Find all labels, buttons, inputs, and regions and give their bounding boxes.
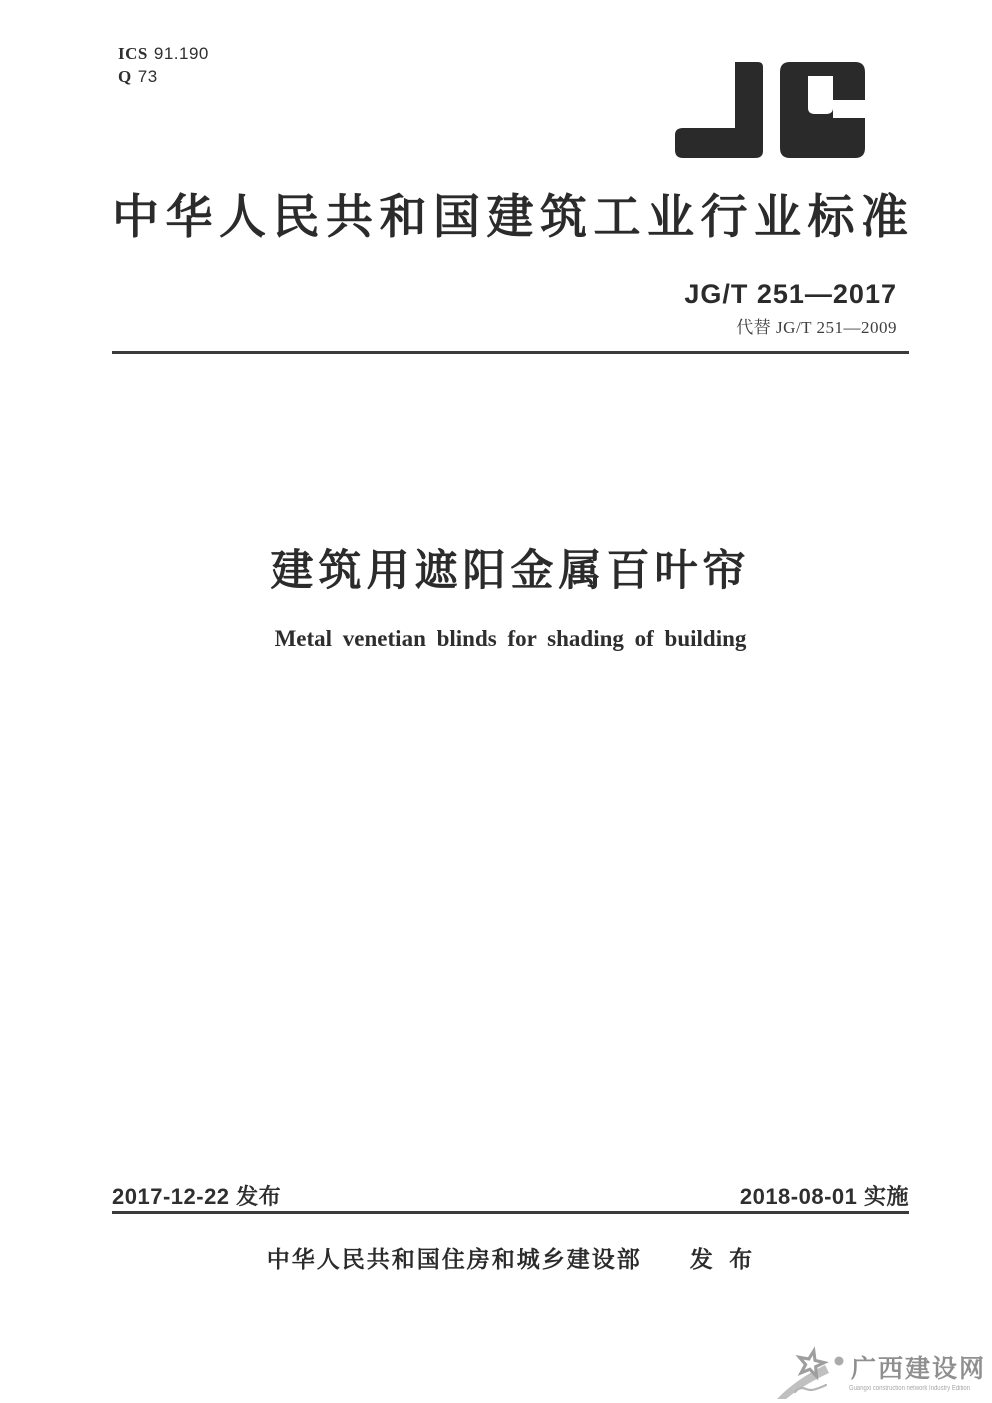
star-logo-icon [775,1340,855,1402]
issue-date: 2017-12-22 发布 [112,1184,282,1209]
logo-dot [835,1357,844,1366]
standard-number-block [684,279,897,338]
bottom-rule [112,1211,909,1214]
class-label: Q [118,67,132,86]
ics-line [118,42,209,65]
ics-value: 91.190 [153,44,209,63]
jg-logo-icon [675,62,865,158]
watermark [775,1340,990,1402]
date-row [112,1180,909,1211]
class-line [118,65,209,88]
class-value: 73 [137,67,158,86]
top-rule [112,351,909,354]
document-title-cn: 建筑用遮阳金属百叶帘 [270,547,751,595]
ics-label: ICS [118,44,148,63]
publisher-name: 中华人民共和国住房和城乡建设部 [266,1246,642,1272]
implementation-date: 2018-08-01 实施 [739,1184,909,1209]
document-title-en: Metal venetian blinds for shading of building [274,626,747,651]
replaces-note: 代替 JG/T 251—2009 [736,318,897,337]
ics-codes [118,42,209,88]
standard-number: JG/T 251—2017 [684,279,897,309]
publish-label: 发 布 [689,1246,755,1272]
watermark-site-subtitle: Guangxi construction network Industry Edition [849,1385,971,1392]
watermark-site-name: 广西建设网 [851,1356,987,1383]
publisher-row [112,1241,909,1274]
standard-series-heading: 中华人民共和国建筑工业行业标准 [112,190,909,243]
